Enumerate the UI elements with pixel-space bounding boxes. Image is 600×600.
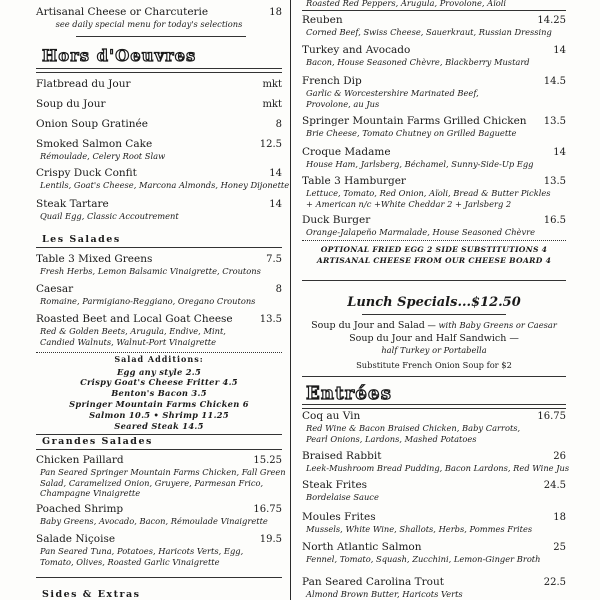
divider [36, 449, 282, 450]
item-name: Smoked Salmon Cake [36, 138, 153, 150]
menu-item [36, 138, 282, 162]
divider [76, 36, 246, 37]
menu-item [36, 253, 282, 277]
item-desc: Salad, Caramelized Onion, Gruyere, Parmesan Frico, [40, 477, 264, 488]
item-name: Artisanal Cheese or Charcuterie [36, 6, 209, 18]
item-desc: Garlic & Worcestershire Marinated Beef, [306, 88, 479, 98]
item-desc: Pan Seared Springer Mountain Farms Chicken, Fall Green [40, 467, 286, 477]
divider [36, 577, 282, 578]
item-name: Onion Soup Gratinée [36, 118, 148, 130]
lunch-line [302, 320, 566, 331]
item-price: 22.5 [543, 577, 566, 588]
lunch-line: Substitute French Onion Soup for $2 [356, 360, 512, 370]
item-desc: Romaine, Parmigiano-Reggiano, Oregano Croutons [40, 296, 256, 306]
item-name: Steak Tartare [36, 198, 109, 210]
divider [36, 434, 282, 435]
section-title-entrees: Entrées [306, 383, 393, 404]
item-price: 18 [553, 512, 566, 523]
section-title-sides: Sides & Extras [42, 589, 141, 600]
item-price: 18 [269, 7, 282, 18]
item-price: 14 [269, 199, 282, 210]
divider [36, 68, 282, 73]
item-name: Duck Burger [302, 214, 371, 226]
item-price: 7.5 [266, 254, 282, 265]
item-name: North Atlantic Salmon [302, 541, 422, 553]
lunch-title: Lunch Specials...$12.50 [347, 295, 521, 310]
additions-title: Salad Additions: [114, 354, 204, 364]
item-name: Flatbread du Jour [36, 78, 131, 90]
item-name: Table 3 Mixed Greens [36, 253, 153, 265]
addition-line: Springer Mountain Farms Chicken 6 [69, 399, 249, 409]
item-name: Table 3 Hamburger [302, 175, 406, 187]
item-price: 14 [269, 168, 282, 179]
item-price: 8 [275, 284, 282, 295]
optional-line: ARTISANAL CHEESE FROM OUR CHEESE BOARD 4 [316, 256, 552, 265]
item-name: Chicken Paillard [36, 454, 124, 466]
item-price: 15.25 [253, 455, 282, 466]
item-name: Braised Rabbit [302, 450, 382, 462]
item-price: 14 [553, 147, 566, 158]
item-desc: Mussels, White Wine, Shallots, Herbs, Pommes Frites [306, 524, 533, 534]
section-title-grandes: Grandes Salades [42, 436, 153, 447]
menu-item [302, 576, 566, 600]
menu-item [36, 78, 282, 91]
item-price: 14 [553, 45, 566, 56]
divider [302, 10, 566, 11]
item-price: 16.75 [537, 411, 566, 422]
item-desc: Rémoulade, Celery Root Slaw [40, 151, 166, 161]
item-desc: Baby Greens, Avocado, Bacon, Rémoulade Vinaigrette [40, 516, 268, 526]
item-price: 16.5 [543, 215, 566, 226]
menu-item [302, 146, 566, 170]
lunch-line: half Turkey or Portabella [381, 345, 487, 355]
section-title-hors: Hors d'Oeuvres [42, 46, 197, 65]
menu-item [302, 175, 566, 209]
item-name: Coq au Vin [302, 410, 361, 422]
item-price: 12.5 [259, 139, 282, 150]
menu-item [302, 541, 566, 565]
item-desc: Pearl Onions, Lardons, Mashed Potatoes [306, 433, 477, 444]
item-price: 25 [553, 542, 566, 553]
lunch-line: Soup du Jour and Half Sandwich — [349, 333, 519, 344]
item-desc: Fresh Herbs, Lemon Balsamic Vinaigrette, Croutons [40, 266, 261, 276]
item-name: Soup du Jour [36, 98, 106, 110]
menu-item [36, 198, 282, 222]
item-name: Pan Seared Carolina Trout [302, 576, 444, 588]
menu-item [302, 511, 566, 535]
item-price: 24.5 [543, 480, 566, 491]
item-name: Croque Madame [302, 146, 391, 158]
item-name: Poached Shrimp [36, 503, 124, 515]
item-price: 14.25 [537, 15, 566, 26]
optional-line: OPTIONAL FRIED EGG 2 SIDE SUBSTITUTIONS 4 [320, 245, 548, 254]
divider [36, 352, 282, 353]
item-price: mkt [262, 99, 282, 110]
menu-item [36, 503, 282, 527]
item-desc: Lettuce, Tomato, Red Onion, Aïoli, Bread & Butter Pickles [306, 188, 551, 198]
item-name: French Dip [302, 75, 362, 87]
item-desc: Quail Egg, Classic Accoutrement [40, 211, 179, 221]
section-title-salades: Les Salades [42, 234, 121, 245]
column-divider [290, 0, 291, 600]
item-price: 8 [275, 119, 282, 130]
item-price: 19.5 [259, 534, 282, 545]
item-name: Crispy Duck Confit [36, 167, 137, 179]
addition-line: Seared Steak 14.5 [114, 421, 204, 431]
item-name: Steak Frites [302, 479, 368, 491]
lunch-line-main: Soup du Jour and Salad [311, 320, 425, 331]
item-desc: Leek-Mushroom Bread Pudding, Bacon Lardons, Red Wine Jus [306, 463, 570, 473]
item-name: Caesar [36, 283, 74, 295]
menu-item [36, 283, 282, 307]
menu-item-cheese [36, 6, 282, 30]
menu-item [302, 44, 566, 68]
item-price: 13.5 [543, 176, 566, 187]
addition-line: Crispy Goat's Cheese Fritter 4.5 [80, 377, 238, 387]
item-desc: House Ham, Jarlsberg, Béchamel, Sunny-Side-Up Egg [306, 159, 534, 169]
item-name: Salade Niçoise [36, 533, 116, 545]
lunch-line-note: — with Baby Greens or Caesar [424, 320, 557, 330]
menu-item [36, 118, 282, 131]
item-desc: Bordelaise Sauce [306, 492, 379, 502]
item-desc: Almond Brown Butter, Haricots Verts [306, 589, 463, 599]
item-desc: Champagne Vinaigrette [40, 488, 141, 498]
item-desc: + American n/c +White Cheddar 2 + Jarlsberg 2 [306, 198, 512, 209]
divider [36, 247, 282, 248]
addition-line: Salmon 10.5 • Shrimp 11.25 [89, 410, 229, 420]
divider [362, 314, 506, 315]
divider [302, 240, 566, 241]
item-price: 14.5 [543, 76, 566, 87]
item-desc: Red & Golden Beets, Arugula, Endive, Mint, [40, 326, 226, 336]
item-name: Moules Frites [302, 511, 376, 523]
item-desc: Red Wine & Bacon Braised Chicken, Baby Carrots, [306, 423, 521, 433]
item-name: Turkey and Avocado [302, 44, 411, 56]
menu-item [302, 75, 566, 109]
item-desc: Corned Beef, Swiss Cheese, Sauerkraut, Russian Dressing [306, 27, 552, 37]
menu-item [302, 214, 566, 238]
item-price: 13.5 [259, 314, 282, 325]
item-name: Reuben [302, 14, 343, 26]
item-desc: Orange-Jalapeño Marmalade, House Seasoned Chèvre [306, 227, 536, 237]
item-price: 16.75 [253, 504, 282, 515]
item-desc: Brie Cheese, Tomato Chutney on Grilled Baguette [306, 128, 517, 138]
item-desc: Tomato, Olives, Roasted Garlic Vinaigrette [40, 556, 220, 567]
addition-line: Egg any style 2.5 [116, 367, 202, 377]
item-name: Springer Mountain Farms Grilled Chicken [302, 115, 527, 127]
item-desc: Candied Walnuts, Walnut-Port Vinaigrette [40, 336, 217, 347]
item-desc: Provolone, au Jus [306, 98, 380, 109]
item-desc: Roasted Red Peppers, Arugula, Provolone, Aïoli [306, 0, 507, 8]
menu-item [36, 533, 282, 567]
item-name: Roasted Beet and Local Goat Cheese [36, 313, 233, 325]
menu-item [302, 479, 566, 503]
item-price: mkt [262, 79, 282, 90]
item-desc: Lentils, Goat's Cheese, Marcona Almonds, Honey Dijonette [40, 180, 290, 190]
menu-item [302, 14, 566, 38]
item-desc: Pan Seared Tuna, Potatoes, Haricots Verts, Egg, [40, 546, 244, 556]
menu-item [302, 410, 566, 444]
menu-item [36, 167, 290, 191]
item-desc: Bacon, House Seasoned Chèvre, Blackberry Mustard [306, 57, 530, 67]
menu-item [36, 98, 282, 111]
menu-item [302, 115, 566, 139]
item-price: 13.5 [543, 116, 566, 127]
addition-line: Benton's Bacon 3.5 [111, 388, 207, 398]
divider [302, 404, 566, 409]
menu-item [302, 450, 570, 474]
menu-item [36, 454, 286, 499]
divider [302, 280, 566, 281]
item-price: 26 [553, 451, 566, 462]
item-desc: Fennel, Tomato, Squash, Zucchini, Lemon-Ginger Broth [306, 554, 541, 564]
item-note: see daily special menu for today's selections [55, 19, 243, 29]
menu-item [36, 313, 282, 347]
divider [302, 376, 566, 377]
